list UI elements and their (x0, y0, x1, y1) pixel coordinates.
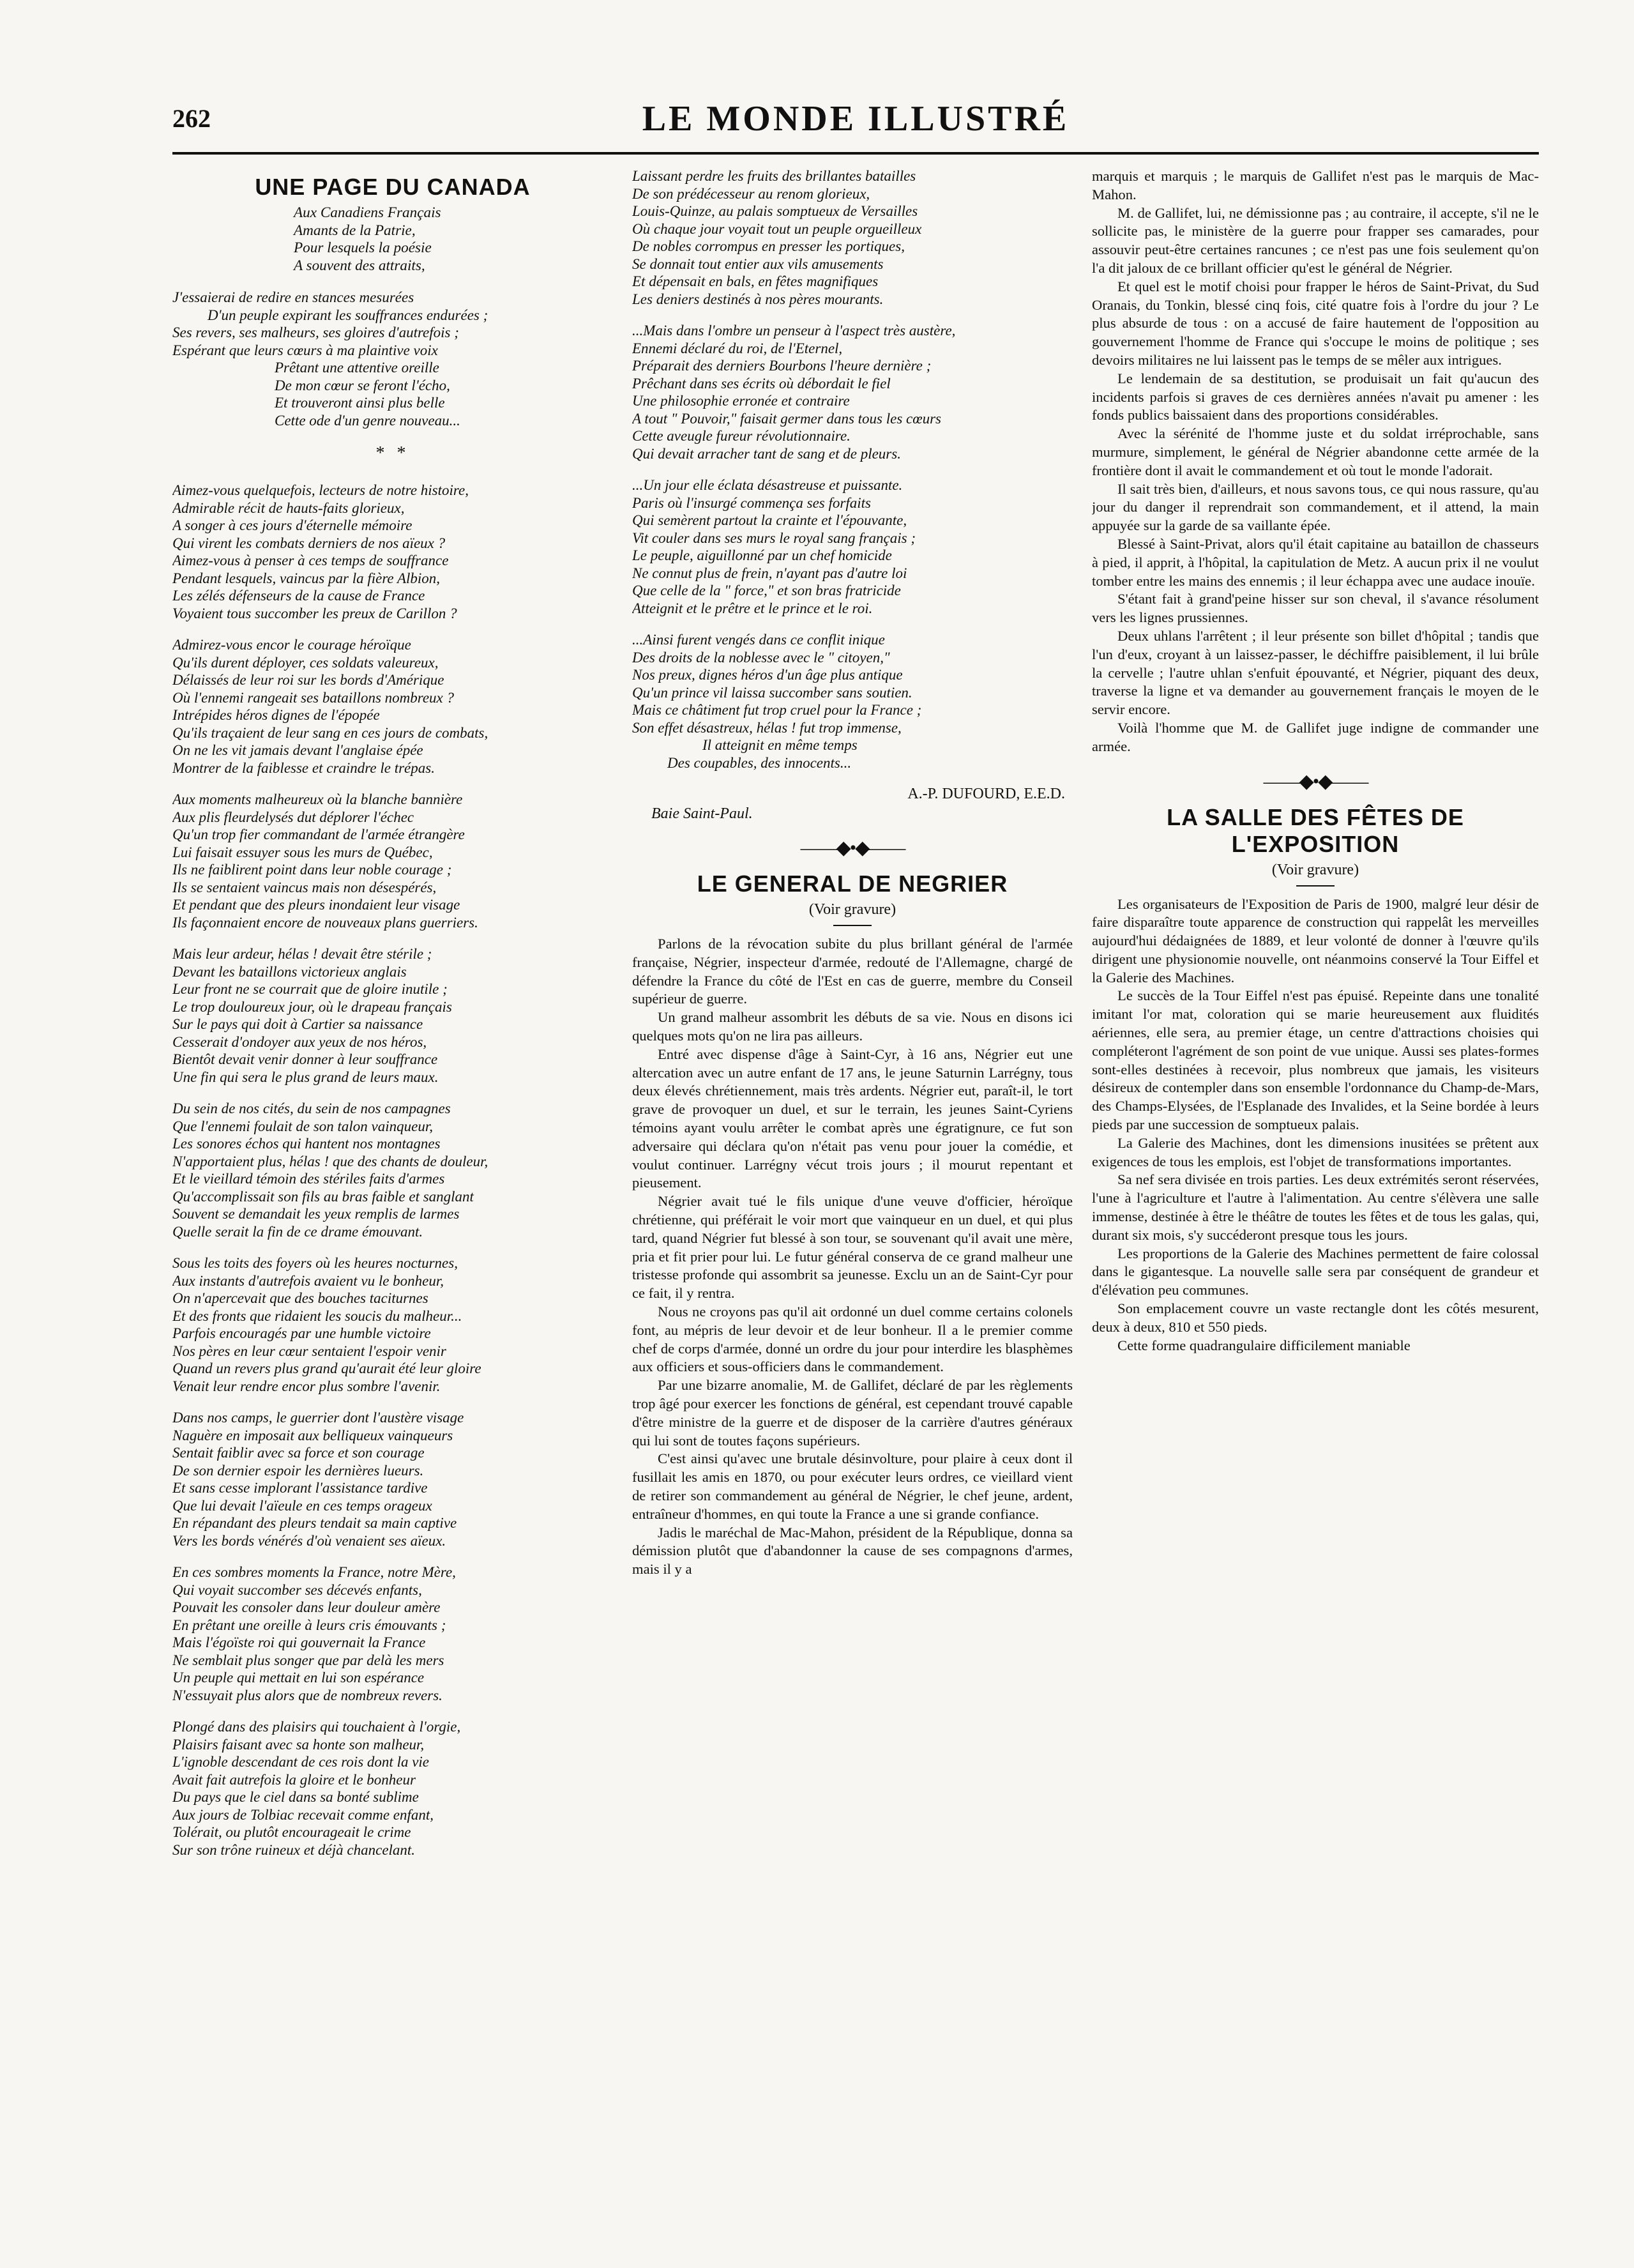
poem-line: En ces sombres moments la France, notre Mère, (172, 1564, 456, 1580)
poem-line: Sous les toits des foyers où les heures nocturnes, (172, 1255, 458, 1271)
poem-line: Où l'ennemi rangeait ses bataillons nombreux ? (172, 689, 455, 706)
column-3 (1092, 167, 1539, 2141)
article-paragraph: Voilà l'homme que M. de Gallifet juge indigne de commander une armée. (1092, 719, 1539, 754)
header-rule (172, 152, 1539, 155)
article-paragraph: Par une bizarre anomalie, M. de Gallifet, déclaré de par les règlements trop âgé pour exercer les fonctions de général, est cependant trouvé capable d'être ministre de la guerre et de disposer de la carrière d'autres généraux qui lui sont de toutes façons supérieurs. (632, 1377, 1073, 1449)
poem-intro (172, 289, 613, 429)
poem-line: Sur le pays qui doit à Cartier sa naissance (172, 1016, 423, 1032)
poem-line: De nobles corrompus en presser les portiques, (632, 238, 905, 254)
poem-line: Aimez-vous à penser à ces temps de souffrance (172, 552, 449, 568)
poem-stanza (172, 482, 613, 622)
poem-line: Sentait faiblir avec sa force et son courage (172, 1445, 425, 1461)
poem-stanza (632, 322, 1073, 462)
section-ornament: ——◆•◆—— (800, 837, 905, 858)
poem-line: Espérant que leurs cœurs à ma plaintive voix (172, 342, 438, 358)
poem-line: Une fin qui sera le plus grand de leurs maux. (172, 1069, 439, 1085)
poem-stanza (172, 945, 613, 1086)
poem-line: Quand un revers plus grand qu'aurait été leur gloire (172, 1360, 481, 1376)
poem-line: Que celle de la " force," et son bras fratricide (632, 582, 901, 598)
poem-line: Mais l'égoïste roi qui gouvernait la France (172, 1634, 426, 1650)
poem-line: Et dépensait en bals, en fêtes magnifiques (632, 273, 879, 289)
page-header (172, 96, 1539, 153)
poem-line: Du pays que le ciel dans sa bonté sublime (172, 1789, 419, 1805)
poem-line: Que lui devait l'aïeule en ces temps orageux (172, 1497, 432, 1514)
short-rule (1296, 885, 1335, 887)
article-paragraph: Le lendemain de sa destitution, se produisait un fait qu'aucun des incidents parfois si graves de ces dernières années n'avait pu amener : les fonds publics baissaient dans des proportions considérables. (1092, 370, 1539, 423)
poem-line: Les sonores échos qui hantent nos montagnes (172, 1136, 441, 1152)
masthead: LE MONDE ILLUSTRÉ (642, 99, 1070, 139)
poem-stanza (172, 1564, 613, 1704)
poem-place: Baie Saint-Paul. (651, 805, 753, 822)
poem-line: Laissant perdre les fruits des brillantes batailles (632, 168, 916, 184)
poem-line: Qui virent les combats derniers de nos aïeux ? (172, 535, 446, 551)
poem-line: Paris où l'insurgé commença ses forfaits (632, 494, 871, 511)
article-paragraph: M. de Gallifet, lui, ne démissionne pas ; au contraire, il accepte, s'il ne le sollicite pas, le ministère de la guerre pour frapper ses camarades, pour assouvir peut-être certaines rancunes ; ce n'est pas une fois seulement qu'on l'a dit jaloux de ce brillant officier qu'est le général de Négrier. (1092, 204, 1539, 276)
poem-stanza (172, 636, 613, 777)
poem-line: Cette aveugle fureur révolutionnaire. (632, 428, 851, 444)
poem-line: Cesserait d'ondoyer aux yeux de nos héros, (172, 1033, 427, 1050)
poem-stanza (172, 1100, 613, 1240)
poem-line: Le trop douloureux jour, où le drapeau français (172, 998, 452, 1015)
poem-line: Ils façonnaient encore de nouveaux plans guerriers. (172, 914, 478, 931)
poem-line: Il atteignit en même temps (702, 737, 858, 753)
article-paragraph: Et quel est le motif choisi pour frapper le héros de Saint-Privat, du Sud Oranais, du Tonkin, blessé cinq fois, cité quatre fois à l'ordre du jour ? Le plus absurde de tous : on a accusé de faire hautement de l'opposition au gouvernement l'homme de France qui s'occupe le moins de politique ; ses devoirs militaires ne lui laissent pas le temps de se mêler aux intrigues. (1092, 278, 1539, 368)
poem-stanza (172, 791, 613, 931)
asterism: * * (375, 443, 410, 463)
poem-line: On n'apercevait que des bouches taciturnes (172, 1290, 428, 1306)
poem-line: Louis-Quinze, au palais somptueux de Versailles (632, 203, 918, 219)
poem-line: Mais leur ardeur, hélas ! devait être stérile ; (172, 946, 432, 962)
poem-line: ...Ainsi furent vengés dans ce conflit inique (632, 632, 885, 648)
poem-line: Qui semèrent partout la crainte et l'épouvante, (632, 512, 907, 528)
poem-line: Dans nos camps, le guerrier dont l'austère visage (172, 1410, 464, 1426)
salle-subtitle: (Voir gravure) (1271, 861, 1359, 878)
poem-line: Nos pères en leur cœur sentaient l'espoir venir (172, 1343, 446, 1359)
article-paragraph: Sa nef sera divisée en trois parties. Les deux extrémités seront réservées, l'une à l'agriculture et l'autre à l'alimentation. Au centre s'élèvera une salle immense, destinée à être le théâtre de toutes les fêtes et de tous les galas, qui, durant six mois, s'y succéderont presque tous les jours. (1092, 1171, 1539, 1243)
article-paragraph: La Galerie des Machines, dont les dimensions inusitées se prêtent aux exigences de tous les emplois, est l'objet de transformations importantes. (1092, 1134, 1539, 1169)
poem-line: Admirez-vous encor le courage héroïque (172, 637, 411, 653)
poem-line: N'apportaient plus, hélas ! que des chants de douleur, (172, 1153, 488, 1169)
poem-line: Prêchant dans ses écrits où débordait le fiel (632, 375, 891, 392)
poem-line: Montrer de la faiblesse et craindre le trépas. (172, 759, 435, 776)
poem-line: ...Un jour elle éclata désastreuse et puissante. (632, 477, 903, 493)
poem-stanza (632, 167, 1073, 308)
article-paragraph: Le succès de la Tour Eiffel n'est pas épuisé. Repeinte dans une tonalité imitant l'or mat, coloration qui se marie heureusement aux fluidités aériennes, elle sera, au premier étage, un centre d'attractions choisies qui compléteront l'agrément de son point de vue unique. Aussi ses plates-formes sont-elles destinées à recevoir, plus nombreux que jamais, les visiteurs désireux de contempler dans son ensemble l'ordonnance du Champ-de-Mars, des Champs-Elysées, de l'Esplanade des Invalides, et la Seine bordée à leurs pieds par une succession de somptueux palais. (1092, 987, 1539, 1133)
poem-stanza (172, 1409, 613, 1549)
poem-line: Ils ne faiblirent point dans leur noble courage ; (172, 862, 452, 878)
poem-line: Délaissés de leur roi sur les bords d'Amérique (172, 672, 444, 688)
article-paragraph: Les proportions de la Galerie des Machines permettent de faire colossal dans le gigantesque. La nouvelle salle sera par conséquent de grandeur et d'élévation peu communes. (1092, 1245, 1539, 1298)
article-paragraph: Il sait très bien, d'ailleurs, et nous savons tous, ce qui nous rassure, qu'au jour du danger il reprendrait son commandement, et il attend, la main appuyée sur la garde de sa vaillante épée. (1092, 480, 1539, 534)
poem-line: Naguère en imposait aux belliqueux vainqueurs (172, 1427, 453, 1443)
poem-line: Bientôt devait venir donner à leur souffrance (172, 1051, 438, 1067)
column-1 (172, 167, 613, 2141)
poem-line: Plaisirs faisant avec sa honte son malheur, (172, 1736, 425, 1753)
poem-line: Des coupables, des innocents... (667, 754, 852, 771)
dedication-line: Pour lesquels la poésie (294, 240, 432, 256)
poem-line: D'un peuple expirant les souffrances endurées ; (208, 307, 488, 323)
poem-line: Les deniers destinés à nos pères mourants. (632, 291, 884, 307)
poem-line: On ne les vit jamais devant l'anglaise épée (172, 742, 423, 758)
poem-line: Prêtant une attentive oreille (275, 360, 439, 376)
poem-line: Aux instants d'autrefois avaient vu le bonheur, (172, 1272, 444, 1289)
poem-line: Qu'un trop fier commandant de l'armée étrangère (172, 826, 465, 842)
poem-line: Du sein de nos cités, du sein de nos campagnes (172, 1100, 451, 1116)
poem-line: De mon cœur se feront l'écho, (275, 377, 450, 393)
short-rule (833, 925, 872, 926)
poem-line: Qu'ils traçaient de leur sang en ces jours de combats, (172, 724, 488, 741)
poem-line: Un peuple qui mettait en lui son espérance (172, 1670, 425, 1686)
article-paragraph: S'étant fait à grand'peine hisser sur son cheval, il s'avance résolument vers les lignes prussiennes. (1092, 591, 1539, 626)
article-paragraph: Blessé à Saint-Privat, alors qu'il était capitaine au bataillon de chasseurs à pied, il apprit, à l'hôpital, la capitulation de Metz. A aucun prix il ne voulut tomber entre les mains des ennemis ; il leur échappa avec une audace inouïe. (1092, 535, 1539, 589)
poem-line: Pouvait les consoler dans leur douleur amère (172, 1599, 441, 1615)
poem-line: Qu'un prince vil laissa succomber sans soutien. (632, 684, 912, 701)
poem-stanzas (172, 482, 613, 1859)
poem-line: De son prédécesseur au renom glorieux, (632, 185, 870, 202)
poem-line: Qu'ils durent déployer, ces soldats valeureux, (172, 654, 439, 671)
dedication-line: A souvent des attraits, (294, 257, 425, 274)
poem-line: Quelle serait la fin de ce drame émouvant. (172, 1223, 423, 1240)
poem-line: Et des fronts que ridaient les soucis du malheur... (172, 1307, 462, 1324)
poem-title: UNE PAGE DU CANADA (255, 174, 531, 200)
poem-line: Qu'accomplissait son fils au bras faible et sanglant (172, 1188, 474, 1205)
salle-article (1092, 895, 1539, 1355)
article-paragraph: Nous ne croyons pas qu'il ait ordonné un duel comme certains colonels font, au mépris de leur devoir et de leur bonheur. Il a le premier comme chef de corps d'armée, donné un ordre du jour pour interdire les blasphèmes aux officiers et sous-officiers dans le commandement. (632, 1303, 1073, 1375)
poem-line: Et le vieillard témoin des stériles faits d'armes (172, 1171, 445, 1187)
poem-line: Venait leur rendre encor plus sombre l'avenir. (172, 1378, 441, 1394)
poem-line: Et pendant que des pleurs inondaient leur visage (172, 897, 460, 913)
poem-line: Une philosophie erronée et contraire (632, 393, 850, 409)
poem-stanzas-continued (632, 167, 1073, 772)
poem-line: Atteignit et le prêtre et le prince et le roi. (632, 600, 873, 616)
negrier-article-continued (1092, 167, 1539, 756)
poem-line: De son dernier espoir les dernières lueurs. (172, 1462, 424, 1479)
article-paragraph: marquis et marquis ; le marquis de Gallifet n'est pas le marquis de Mac-Mahon. (1092, 168, 1539, 202)
poem-line: Se donnait tout entier aux vils amusements (632, 255, 884, 272)
article-paragraph: Jadis le maréchal de Mac-Mahon, président de la République, donna sa démission plutôt que d'abandonner la cause de ses compagnons d'armes, mais il y a (632, 1524, 1073, 1578)
article-paragraph: Cette forme quadrangulaire difficilement maniable (1117, 1337, 1411, 1353)
negrier-title: LE GENERAL DE NEGRIER (697, 871, 1008, 897)
poem-line: Leur front ne se courrait que de gloire inutile ; (172, 981, 448, 997)
poem-line: Nos preux, dignes héros d'un âge plus antique (632, 667, 903, 683)
poem-line: Ne semblait plus songer que par delà les mers (172, 1652, 444, 1668)
poem-line: A songer à ces jours d'éternelle mémoire (172, 517, 412, 533)
poem-line: Plongé dans des plaisirs qui touchaient à l'orgie, (172, 1719, 461, 1735)
section-ornament: ——◆•◆—— (1263, 770, 1368, 792)
poem-line: Avait fait autrefois la gloire et le bonheur (172, 1771, 416, 1788)
poem-line: Pendant lesquels, vaincus par la fière Albion, (172, 570, 441, 586)
article-paragraph: Avec la sérénité de l'homme juste et du soldat irréprochable, sans murmure, simplement, le général de Négrier abandonne cette armée de la frontière dont il avait le commandement et où tout le monde l'adorait. (1092, 425, 1539, 478)
poem-line: J'essaierai de redire en stances mesurées (172, 289, 414, 305)
poem-stanza (632, 631, 1073, 772)
poem-line: Mais ce châtiment fut trop cruel pour la France ; (632, 702, 922, 718)
dedication-line: Aux Canadiens Français (294, 204, 441, 221)
poem-stanza (172, 1254, 613, 1395)
poem-line: Et sans cesse implorant l'assistance tardive (172, 1480, 428, 1496)
poem-line: Parfois encouragés par une humble victoire (172, 1325, 431, 1341)
poem-line: Son effet désastreux, hélas ! fut trop immense, (632, 719, 902, 736)
negrier-subtitle: (Voir gravure) (808, 901, 896, 918)
poem-line: Sur son trône ruineux et déjà chancelant. (172, 1841, 416, 1858)
poem-line: Où chaque jour voyait tout un peuple orgueilleux (632, 220, 922, 237)
negrier-article (632, 935, 1073, 1579)
poem-line: Admirable récit de hauts-faits glorieux, (172, 499, 405, 516)
poem-stanza (172, 1718, 613, 1859)
dedication-line: Amants de la Patrie, (294, 222, 416, 239)
column-2 (632, 167, 1073, 2141)
article-paragraph: Deux uhlans l'arrêtent ; il leur présente son billet d'hôpital ; tandis que l'un d'eux, croyant à un laissez-passer, le déchiffre paisiblement, il lui brûle la cervelle ; l'autre uhlan s'enfuit épouvanté, et Négrier, piquant des deux, traverse la ligne et va demander au gouvernement français le moyen de le servir encore. (1092, 627, 1539, 718)
poem-stanza (632, 476, 1073, 617)
poem-line: Aux moments malheureux où la blanche bannière (172, 791, 463, 807)
poem-signature: A.-P. DUFOURD, E.E.D. (907, 786, 1065, 802)
poem-line: Ennemi déclaré du roi, de l'Eternel, (632, 340, 843, 356)
article-paragraph: Son emplacement couvre un vaste rectangle dont les côtés mesurent, deux à deux, 810 et 550 pieds. (1092, 1300, 1539, 1335)
salle-title: LA SALLE DES FÊTES DE L'EXPOSITION (1167, 803, 1464, 857)
poem-line: Ne connut plus de frein, n'ayant pas d'autre loi (632, 565, 907, 581)
poem-line: Aux jours de Tolbiac recevait comme enfant, (172, 1806, 434, 1823)
poem-line: En prêtant une oreille à leurs cris émouvants ; (172, 1617, 446, 1633)
poem-line: Et trouveront ainsi plus belle (275, 395, 445, 411)
poem-line: Qui voyait succomber ses décevés enfants, (172, 1581, 422, 1598)
poem-line: Des droits de la noblesse avec le " citoyen," (632, 649, 890, 666)
poem-line: Intrépides héros dignes de l'épopée (172, 707, 380, 723)
poem-line: Aimez-vous quelquefois, lecteurs de notre histoire, (172, 482, 469, 498)
article-paragraph: Un grand malheur assombrit les débuts de sa vie. Nous en disons ici quelques mots qu'on ne lira pas ailleurs. (632, 1009, 1073, 1044)
poem-line: Aux plis fleurdelysés dut déplorer l'échec (172, 809, 414, 825)
article-paragraph: Les organisateurs de l'Exposition de Paris de 1900, malgré leur désir de faire disparaître toute apparence de construction qui rappelât les merveilles aujourd'hui dédaignées de 1889, et leur volonté de donner à l'œuvre qu'ils dirigent une physionomie nouvelle, ont néanmoins conservé la Tour Eiffel et la Galerie des Machines. (1092, 895, 1539, 986)
poem-line: Ses revers, ses malheurs, ses gloires d'autrefois ; (172, 324, 459, 340)
poem-line: Préparait des derniers Bourbons l'heure dernière ; (632, 358, 932, 374)
poem-line: A tout " Pouvoir," faisait germer dans tous les cœurs (632, 410, 942, 427)
poem-line: Cette ode d'un genre nouveau... (275, 412, 460, 429)
poem-line: Ils se sentaient vaincus mais non désespérés, (172, 879, 437, 895)
poem-line: Souvent se demandait les yeux remplis de larmes (172, 1206, 460, 1222)
poem-line: L'ignoble descendant de ces rois dont la vie (172, 1754, 430, 1770)
poem-line: Les zélés défenseurs de la cause de France (172, 588, 425, 604)
poem-line: Le peuple, aiguillonné par un chef homicide (632, 547, 892, 563)
poem-line: ...Mais dans l'ombre un penseur à l'aspect très austère, (632, 323, 956, 339)
poem-line: Vit couler dans ses murs le royal sang français ; (632, 529, 916, 546)
article-paragraph: Entré avec dispense d'âge à Saint-Cyr, à 16 ans, Négrier eut une altercation avec un autre enfant de 17 ans, le jeune Saturnin Larrégny, tous deux élevés chrétiennement, mais très ardents. Négrier eut, paraît-il, le tort grave de provoquer un duel, et sur le terrain, les jeunes Saint-Cyriens témoins ayant voulu arrêter le combat après une égratignure, ce fut son adversaire qui déclara qu'on n'était pas venu pour jouer la comédie, et voulut continuer. Larrégny vécut trois jours ; il mourut repentant et pieusement. (632, 1046, 1073, 1191)
poem-line: N'essuyait plus alors que de nombreux revers. (172, 1687, 443, 1703)
poem-line: Tolérait, ou plutôt encourageait le crime (172, 1824, 411, 1840)
poem-line: Que l'ennemi foulait de son talon vainqueur, (172, 1118, 434, 1134)
article-paragraph: Parlons de la révocation subite du plus brillant général de l'armée française, Négrier, inspecteur d'armée, redouté de l'Allemagne, chargé de défendre la France du côté de l'Est en cas de guerre, membre du Conseil supérieur de guerre. (632, 936, 1073, 1007)
poem-line: Qui devait arracher tant de sang et de pleurs. (632, 445, 901, 462)
page-number: 262 (172, 104, 211, 133)
poem-line: Devant les bataillons victorieux anglais (172, 963, 407, 980)
article-paragraph: C'est ainsi qu'avec une brutale désinvolture, pour plaire à ceux dont il fusillait les amis en 1870, ou pour exécuter leurs ordres, ce vieillard vient de retirer son commandement au général de Négrier, le chef jeune, ardent, entraîneur d'hommes, en qui toute la France a une si grande confiance. (632, 1450, 1073, 1522)
poem-line: Voyaient tous succomber les preux de Carillon ? (172, 605, 457, 621)
poem-line: Lui faisait essuyer sous les murs de Québec, (172, 844, 433, 860)
article-paragraph: Négrier avait tué le fils unique d'une veuve d'officier, héroïque chrétienne, qui préférait le voir mort que vainqueur en un duel, et qui plus tard, quand Négrier fut blessé à son tour, se souvenant qu'il avait une mère, pria et fit prier pour lui. Le futur général conserva de ce grand malheur une tristesse profonde qui assombrit sa jeunesse. Exclu un an de Saint-Cyr pour ce fait, il y rentra. (632, 1193, 1073, 1302)
poem-dedication (172, 204, 613, 275)
poem-line: En répandant des pleurs tendait sa main captive (172, 1515, 457, 1531)
poem-line: Vers les bords vénérés d'où venaient ses aïeux. (172, 1532, 446, 1549)
